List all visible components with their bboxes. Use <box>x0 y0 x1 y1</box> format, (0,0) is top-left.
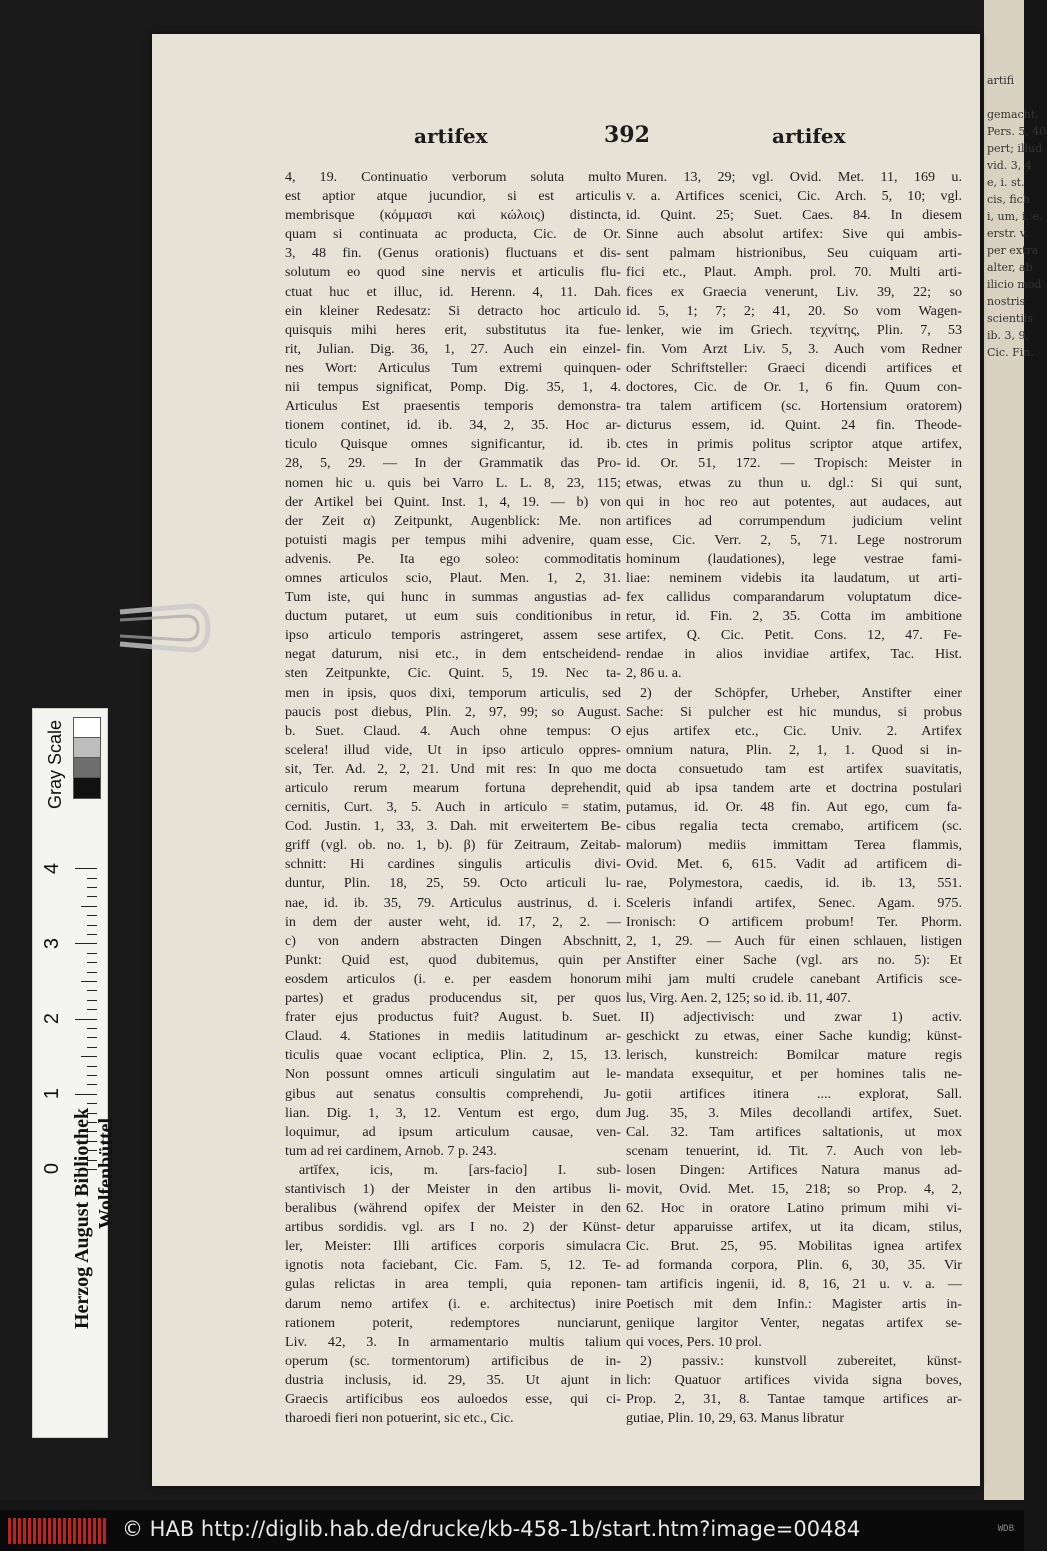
ruler-tick <box>87 1028 97 1029</box>
text-line: ductum putaret, ut eum suis conditionibus in <box>285 608 621 625</box>
text-line: frater ejus productus fuit? August. b. Suet. <box>285 1009 621 1026</box>
text-line: partes) et gradus producendus sit, per quos <box>285 990 621 1007</box>
ruler-number: 2 <box>41 1012 64 1025</box>
text-line: fex callidus comparandarum voluptatum dice- <box>626 589 962 606</box>
text-line: ticulo Quisque omnes significantur, id. ib. <box>285 436 621 453</box>
text-line: operum (sc. tormentorum) artificibus de in- <box>285 1352 621 1369</box>
ruler-tick <box>87 878 97 879</box>
text-line: lian. Dig. 1, 3, 12. Ventum est ergo, dum <box>285 1104 621 1121</box>
text-line: nae, id. ib. 35, 79. Articulus austrinus, d. i. <box>285 894 621 911</box>
text-line: paucis post diebus, Plin. 2, 97, 99; so August. <box>285 703 621 720</box>
ruler-tick <box>87 990 97 991</box>
text-line: quisquis mihi heres erit, substitutus ita fue- <box>285 321 621 338</box>
text-line: Cal. 32. Tam artifices saltationis, ut mox <box>626 1123 962 1140</box>
ruler-tick <box>87 953 97 954</box>
text-line: mandata exsequitur, et per homines talis ne- <box>626 1066 962 1083</box>
text-line: lich: Quatuor artifices vivida signa boves, <box>626 1371 962 1388</box>
text-line: id. 5, 1; 7; 2; 41, 20. So vom Wagen- <box>626 302 962 319</box>
text-line: tum ad rei cardinem, Arnob. 7 p. 243. <box>285 1142 497 1159</box>
text-line: rendae in alios invidiae artifex, Tac. Hist. <box>626 646 962 663</box>
page-clip <box>120 598 210 668</box>
fragment-line: cis, fich <box>987 193 1030 206</box>
text-line: sent palmam histrionibus, Seu cuiquam arti- <box>626 245 962 262</box>
ruler-tick <box>75 1094 97 1095</box>
text-line: cibus regalia tecta cremabo, artificem (sc. <box>626 818 962 835</box>
text-line: Tum iste, qui hunc in summas angustias ad- <box>285 589 621 606</box>
text-line: dicturus essem, id. Quint. 24 fin. Theode- <box>626 417 962 434</box>
text-line: eosdem articulos (i. e. per easdem honorum <box>285 970 621 987</box>
text-line: sten Zeitpunkte, Cic. Quint. 5, 19. Nec ta- <box>285 665 621 682</box>
text-line: fici etc., Plaut. Amph. prol. 70. Multi arti- <box>626 264 962 281</box>
fragment-line: e, i. st. <box>987 176 1025 189</box>
text-line: sit, Ter. Ad. 2, 2, 21. Und mit res: In quo me <box>285 760 621 777</box>
text-line: 62. Hoc in oratore Latino primum mihi vi- <box>626 1200 962 1217</box>
text-line: tra talem artificem (sc. Hortensium oratorem) <box>626 398 962 415</box>
ruler-tick <box>75 943 97 944</box>
gray-scale-card <box>32 708 117 1438</box>
text-line: duntur, Plin. 18, 25, 59. Octo articuli lu- <box>285 875 621 892</box>
text-line: qui in hoc reo aut potentes, aut audaces, aut <box>626 493 962 510</box>
fragment-line: Cic. Fin. <box>987 346 1034 359</box>
paragraph <box>285 168 621 1161</box>
text-line: loquimur, ad ipsum articulum causae, ven- <box>285 1123 621 1140</box>
text-line: esse, Cic. Verr. 2, 5, 71. Lege nostrorum <box>626 531 962 548</box>
ruler-tick <box>75 868 97 869</box>
ruler-tick <box>87 896 97 897</box>
text-line: lenker, wie im Griech. τεχνίτης, Plin. 7, 53 <box>626 321 962 338</box>
text-line: solutum eo quod sine nervis et articulis flu- <box>285 264 621 281</box>
text-line: Anstifter einer Sache (vgl. ars no. 5): Et <box>626 951 962 968</box>
text-line: b. Suet. Claud. 4. Auch ohne tempus: O <box>285 722 621 739</box>
text-line: fices ex Graecia venerunt, Liv. 39, 22; so <box>626 283 962 300</box>
fragment-line: ilicio mod <box>987 278 1042 291</box>
text-line: artĭfex, icis, m. [ars-facio] I. sub- <box>299 1161 621 1178</box>
header-right-keyword: artifex <box>772 124 846 148</box>
text-line: ler, Meister: Illi artifices corporis simulacra <box>285 1238 621 1255</box>
text-line: Punkt: Quid est, quod dubitemus, quin per <box>285 951 621 968</box>
text-line: tharoedi fieri non potuerint, sic etc., Cic. <box>285 1410 514 1427</box>
text-line: retur, id. Fin. 2, 35. Cotta im ambitione <box>626 608 962 625</box>
text-line: potuisti magis per tempus mihi advenire, quam <box>285 531 621 548</box>
text-line: advenis. Pe. Ita ego soleo: commoditatis <box>285 550 621 567</box>
text-line: mihi jam multi crudele canebant Artificis sce- <box>626 970 962 987</box>
text-line: ctuat huc et illuc, id. Herenn. 4, 11. Dah. <box>285 283 621 300</box>
text-line: Ironisch: O artificem probum! Ter. Phorm. <box>626 913 962 930</box>
paragraph <box>626 684 962 1009</box>
paragraph <box>626 1008 962 1352</box>
text-line: movit, Ovid. Met. 15, 218; so Prop. 4, 2, <box>626 1180 962 1197</box>
text-line: ejus artifex etc., Cic. Univ. 2. Artifex <box>626 722 962 739</box>
text-line: Sceleris infandi artifex, Senec. Agam. 975. <box>626 894 962 911</box>
ruler-tick <box>87 1103 97 1104</box>
fragment-line <box>987 89 1047 106</box>
text-line: doctores, Cic. de Or. 1, 6 fin. Quum con- <box>626 379 962 396</box>
text-line: omnium natura, Plin. 2, 1, 1. Quod si in- <box>626 741 962 758</box>
ruler-tick <box>87 1000 97 1001</box>
fragment-line: per extra <box>987 244 1039 257</box>
text-line: Liv. 42, 3. In armamentario multis talium <box>285 1333 621 1350</box>
text-line: ticulis quae vocant ecliptica, Plin. 2, 15, 13. <box>285 1047 621 1064</box>
text-line: gulas relictas in area templi, quia reponen- <box>285 1276 621 1293</box>
text-line: Poetisch mit dem Infin.: Magister artis in- <box>626 1295 962 1312</box>
footer-code: WDB <box>997 1524 1014 1534</box>
text-line: der Zeit α) Zeitpunkt, Augenblick: Me. non <box>285 512 621 529</box>
text-line: dustria inclusis, id. 29, 35. Ut ajunt in <box>285 1371 621 1388</box>
text-line: Cic. Brut. 25, 95. Mobilitas ignea artifex <box>626 1238 962 1255</box>
text-line: rationem poterit, redemptores nunciarunt, <box>285 1314 621 1331</box>
text-line: detur apparuisse artifex, ut ita dicam, stilus, <box>626 1219 962 1236</box>
text-line: rit, Julian. Dig. 36, 1, 27. Auch ein einzel- <box>285 340 621 357</box>
next-page-text <box>987 72 1047 361</box>
text-line: Ovid. Met. 6, 615. Vadit ad artificem di- <box>626 856 962 873</box>
page-header <box>152 122 980 152</box>
ruler-tick <box>87 1009 97 1010</box>
ruler-number: 3 <box>41 937 64 950</box>
paragraph <box>626 168 962 684</box>
ruler-tick <box>87 1084 97 1085</box>
text-line: id. Or. 51, 172. — Tropisch: Meister in <box>626 455 962 472</box>
ruler-tick <box>87 915 97 916</box>
ruler-tick <box>87 972 97 973</box>
swatch-white <box>73 717 101 739</box>
ruler-tick <box>75 1019 97 1020</box>
fragment-line: Pers. 5, 40 <box>987 125 1047 138</box>
ruler-tick <box>87 887 97 888</box>
text-line: oder Schriftsteller: Graeci dicendi artifices et <box>626 359 962 376</box>
library-city: Wolfenbüttel <box>95 1117 117 1229</box>
text-line: beralibus (während opifex der Meister in den <box>285 1200 621 1217</box>
text-line: stantivisch 1) der Meister in den artibus li- <box>285 1180 621 1197</box>
text-line: II) adjectivisch: und zwar 1) activ. <box>640 1009 962 1026</box>
text-line: artifices ad corrumpendum judicium velint <box>626 512 962 529</box>
text-line: hominum (laudationes), lege vestrae fami- <box>626 550 962 567</box>
ruler-tick <box>81 981 97 982</box>
hab-logo-icon <box>8 1518 108 1544</box>
library-name: Herzog August Bibliothek <box>71 1107 93 1329</box>
text-line: gutiae, Plin. 10, 29, 63. Manus libratur <box>626 1410 845 1427</box>
ruler-tick <box>87 962 97 963</box>
ruler-number: 0 <box>41 1162 64 1175</box>
text-line: Non possunt omnes articuli singulatim aut le- <box>285 1066 621 1083</box>
text-line: Prop. 2, 31, 8. Tantae tamque artifices ar- <box>626 1391 962 1407</box>
text-line: putamus, id. Or. 48 fin. Aut ego, cum fa- <box>626 799 962 816</box>
text-line: gibus aut senatus consultis comprehendi, Ju- <box>285 1085 621 1102</box>
swatch-dark-gray <box>73 757 101 779</box>
left-column <box>285 168 621 1428</box>
footer-url[interactable]: © HAB http://diglib.hab.de/drucke/kb-458-1b/start.htm?image=00484 <box>122 1517 861 1541</box>
text-line: ctes in primis politus scriptor atque artifex, <box>626 436 962 453</box>
text-line: 2) passiv.: kunstvoll zubereitet, künst- <box>640 1352 962 1369</box>
text-line: quam si continuata ac producta, Cic. de Or. <box>285 226 621 243</box>
text-line: losen Dingen: Artifices Natura manus ad- <box>626 1161 962 1178</box>
next-page-edge <box>984 0 1047 1500</box>
ruler-tick <box>87 1066 97 1067</box>
ruler-tick <box>81 1056 97 1057</box>
fragment-line: vid. 3, 4 <box>987 159 1032 172</box>
gray-scale-label: Gray Scale <box>45 719 65 809</box>
fragment-line: erstr. v. <box>987 227 1029 240</box>
page-number: 392 <box>604 122 650 148</box>
ruler-tick <box>87 934 97 935</box>
text-line: nomen hic u. quis bei Varro L. L. 8, 23, 115; <box>285 474 621 491</box>
text-line: membrisque (κόμμασι καὶ κώλοις) distincta, <box>285 207 621 224</box>
text-line: articulo rerum mearum fortuna deprehendit, <box>285 780 621 796</box>
text-line: Cod. Justin. 1, 33, 3. Dah. mit erweitertem Be- <box>285 818 621 835</box>
text-line: etwas, etwas zu thun u. dgl.: Si qui sunt, <box>626 474 962 491</box>
text-line: id. Quint. 25; Suet. Caes. 84. In diesem <box>626 207 962 224</box>
text-line: in dem der auster weht, id. 17, 2, 2. — <box>285 913 621 930</box>
text-line: tionem continet, id. ib. 34, 2, 35. Hoc ar- <box>285 417 621 434</box>
text-line: nii tempus significat, Pomp. Dig. 35, 1, 4. <box>285 379 621 396</box>
ruler-number: 1 <box>41 1087 64 1100</box>
ruler-number: 4 <box>41 862 64 875</box>
text-line: qui voces, Pers. 10 prol. <box>626 1333 762 1350</box>
text-line: ein kleiner Redesatz: Si detracto hoc articulo <box>285 302 621 319</box>
fragment-line: nostris <box>987 295 1026 308</box>
footer-bar <box>0 1510 1024 1551</box>
paragraph <box>285 1161 621 1428</box>
text-line: quid ab ipsa tandem arte et doctrina postulari <box>626 780 962 796</box>
text-line: 2, 1, 29. — Auch für einen schlauen, listigen <box>626 932 962 949</box>
ruler-tick <box>81 906 97 907</box>
fragment-line: alter, ab <box>987 261 1033 274</box>
text-line: lus, Virg. Aen. 2, 125; so id. ib. 11, 407. <box>626 990 851 1007</box>
text-line: negat daturum, nisi etc., in dem entscheidend- <box>285 646 621 663</box>
text-line: men in ipsis, quos dixi, temporum articulis, sed <box>285 684 621 701</box>
text-line: der Artikel bei Quint. Inst. 1, 4, 19. — b) von <box>285 493 621 510</box>
text-line: darum nemo artifex (i. e. architectus) inire <box>285 1295 621 1312</box>
text-line: ipso articulo temporis astringeret, assem sese <box>285 627 621 644</box>
ruler-tick <box>87 1047 97 1048</box>
text-line: v. a. Artifices scenici, Cic. Arch. 5, 10; vgl. <box>626 188 962 205</box>
text-line: Muren. 13, 29; vgl. Ovid. Met. 11, 169 u. <box>626 169 962 185</box>
text-line: 2, 86 u. a. <box>626 665 682 682</box>
ruler-tick <box>87 925 97 926</box>
text-line: omnes articulos scio, Plaut. Men. 1, 2, 31. <box>285 569 621 586</box>
fragment-line: gemacht, <box>987 108 1039 121</box>
text-line: 2) der Schöpfer, Urheber, Anstifter einer <box>640 684 962 701</box>
text-line: scelera! illud vide, Ut in ipso articulo oppres- <box>285 741 621 758</box>
text-line: cernitis, Curt. 3, 5. Auch in articulo = statim, <box>285 799 621 816</box>
paragraph <box>626 1352 962 1428</box>
text-line: artifex, Q. Cic. Petit. Cons. 12, 47. Fe- <box>626 627 962 644</box>
fragment-line: ib. 3, 9, <box>987 329 1030 342</box>
text-line: schnitt: Hi cardines singulis articulis divi- <box>285 856 621 873</box>
fragment-line: scientiis <box>987 312 1034 325</box>
text-line: Sinne auch absolut artifex: Sive qui ambis- <box>626 226 962 243</box>
text-line: Claud. 4. Stationes in mediis latitudinum ar- <box>285 1028 621 1045</box>
ruler-tick <box>87 1075 97 1076</box>
text-line: artibus sordidis. vgl. ars I no. 2) der Künst- <box>285 1219 621 1236</box>
text-line: 4, 19. Continuatio verborum soluta multo <box>285 169 621 185</box>
swatch-black <box>73 777 101 799</box>
text-line: malorum) mediis immittam Terea flammis, <box>626 837 962 854</box>
text-line: Jug. 35, 3. Miles decollandi artifex, Suet. <box>626 1104 962 1121</box>
text-line: est aptior atque jucundior, si est articulis <box>285 188 621 205</box>
text-line: geniique largitor Venter, negatas artifex se- <box>626 1314 962 1331</box>
text-line: rae, Polymestora, caedis, id. ib. 13, 551. <box>626 875 962 892</box>
fragment-line: pert; illud <box>987 142 1043 155</box>
text-line: Sache: Si pulcher est hic mundus, si probus <box>626 703 962 720</box>
fragment-line: i, um, i. e. <box>987 210 1043 223</box>
text-line: c) von andern abstracten Dingen Abschnitt, <box>285 932 621 949</box>
ruler-tick <box>87 1037 97 1038</box>
text-line: nes Wort: Articulus Tum extremi quinquen- <box>285 359 621 376</box>
header-left-keyword: artifex <box>414 124 488 148</box>
text-line: lerisch, kunstreich: Bomilcar mature regis <box>626 1047 962 1064</box>
text-line: griff (vgl. ob. no. 1, b). β) für Zeitraum, Zeitab- <box>285 837 621 854</box>
text-line: ad formanda corpora, Plin. 6, 30, 35. Vir <box>626 1257 962 1274</box>
text-line: scenam tenuerint, id. Tit. 7. Auch von leb- <box>626 1142 962 1159</box>
text-line: ignotis nota faciebant, Cic. Fam. 5, 12. Te- <box>285 1257 621 1274</box>
right-column <box>626 168 962 1428</box>
fragment-line: artifi <box>987 74 1015 87</box>
text-line: Articulus Est praesentis temporis demonstra- <box>285 398 621 415</box>
swatch-light-gray <box>73 737 101 759</box>
text-line: geschickt zu etwas, einer Sache kundig; künst- <box>626 1028 962 1045</box>
dictionary-page <box>152 34 980 1486</box>
text-line: fin. Vom Arzt Liv. 5, 3. Auch vom Redner <box>626 340 962 357</box>
text-line: docta consuetudo tam est artifex suavitatis, <box>626 760 962 777</box>
text-line: 3, 48 fin. (Genus orationis) fluctuans et dis- <box>285 245 621 262</box>
text-line: liae: neminem videbis ita laudatum, ut arti- <box>626 569 962 586</box>
text-line: Graecis artificibus eos auloedos esse, qui ci- <box>285 1391 621 1407</box>
text-line: gotii artifices itinera .... explorat, Sall. <box>626 1085 962 1102</box>
text-line: tam artificis ingenii, id. 8, 16, 21 u. v. a. — <box>626 1276 962 1293</box>
text-line: 28, 5, 29. — In der Grammatik das Pro- <box>285 455 621 472</box>
